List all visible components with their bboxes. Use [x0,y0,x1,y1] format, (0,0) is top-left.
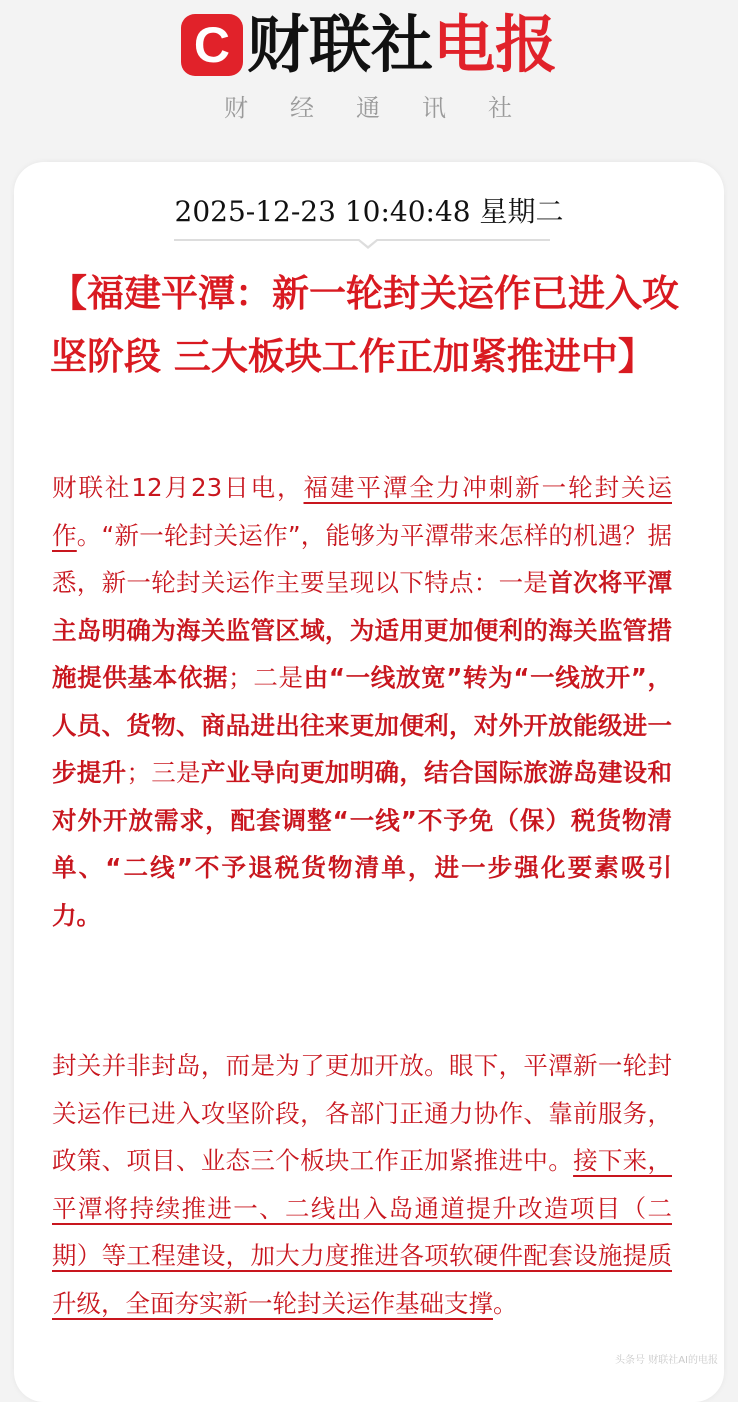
brand-name [247,10,557,80]
brand-logo [0,10,738,80]
watermark: 头条号 财联社AI的电报 [615,1355,718,1366]
header [0,0,738,150]
article-title: 【福建平潭：新一轮封关运作已进入攻坚阶段 三大板块工作正加紧推进中】 [50,271,679,378]
p2-underlined: 接下来，平潭将持续推进一、二线出入岛通道提升改造项目（二期）等工程建设，加大力度推进各项软硬件配套设施提质升级，全面夯实新一轮封关运作基础支撑 [52,1146,672,1318]
brand-name-black: 财联社 [246,8,433,81]
brand-name-red: 电报 [433,8,558,81]
p1-bold2: 由“一线放宽”转为“一线放开”，人员、货物、商品进出往来更加便利，对外开放能级进一步提升 [52,663,673,787]
p1-text2: ；二是 [228,663,304,692]
p1-bold3: 产业导向更加明确，结合国际旅游岛建设和对外开放需求，配套调整“一线”不予免（保）税货物清单、“二线”不予退税货物清单，进一步强化要素吸引力。 [52,758,672,930]
p1-lead-underlined: 福建平潭全力冲刺新一轮封关运作 [52,473,672,550]
p1-lead: 财联社12月23日电， [52,473,304,502]
p2-end: 。 [493,1288,518,1318]
article-datetime: 2025-12-23 10:40:48 星期二 [174,195,564,228]
p1-text1: 。“新一轮封关运作”，能够为平潭带来怎样的机遇？据悉，新一轮封关运作主要呈现以下特点：一是 [52,520,672,597]
logo-c-icon: C [181,14,243,76]
date-divider-pointer-inner [358,238,378,246]
p1-bold1: 首次将平潭主岛明确为海关监管区域，为适用更加便利的海关监管措施提供基本依据 [52,568,672,692]
article-paragraph-2 [52,1042,672,1327]
p2-text: 封关并非封岛，而是为了更加开放。眼下，平潭新一轮封关运作已进入攻坚阶段，各部门正通力协作、靠前服务，政策、项目、业态三个板块工作正加紧推进中。 [52,1051,672,1175]
article-paragraph-1 [52,464,672,939]
brand-subtitle: 财经通讯社 [224,94,554,122]
p1-text3: ；三是 [126,758,201,787]
